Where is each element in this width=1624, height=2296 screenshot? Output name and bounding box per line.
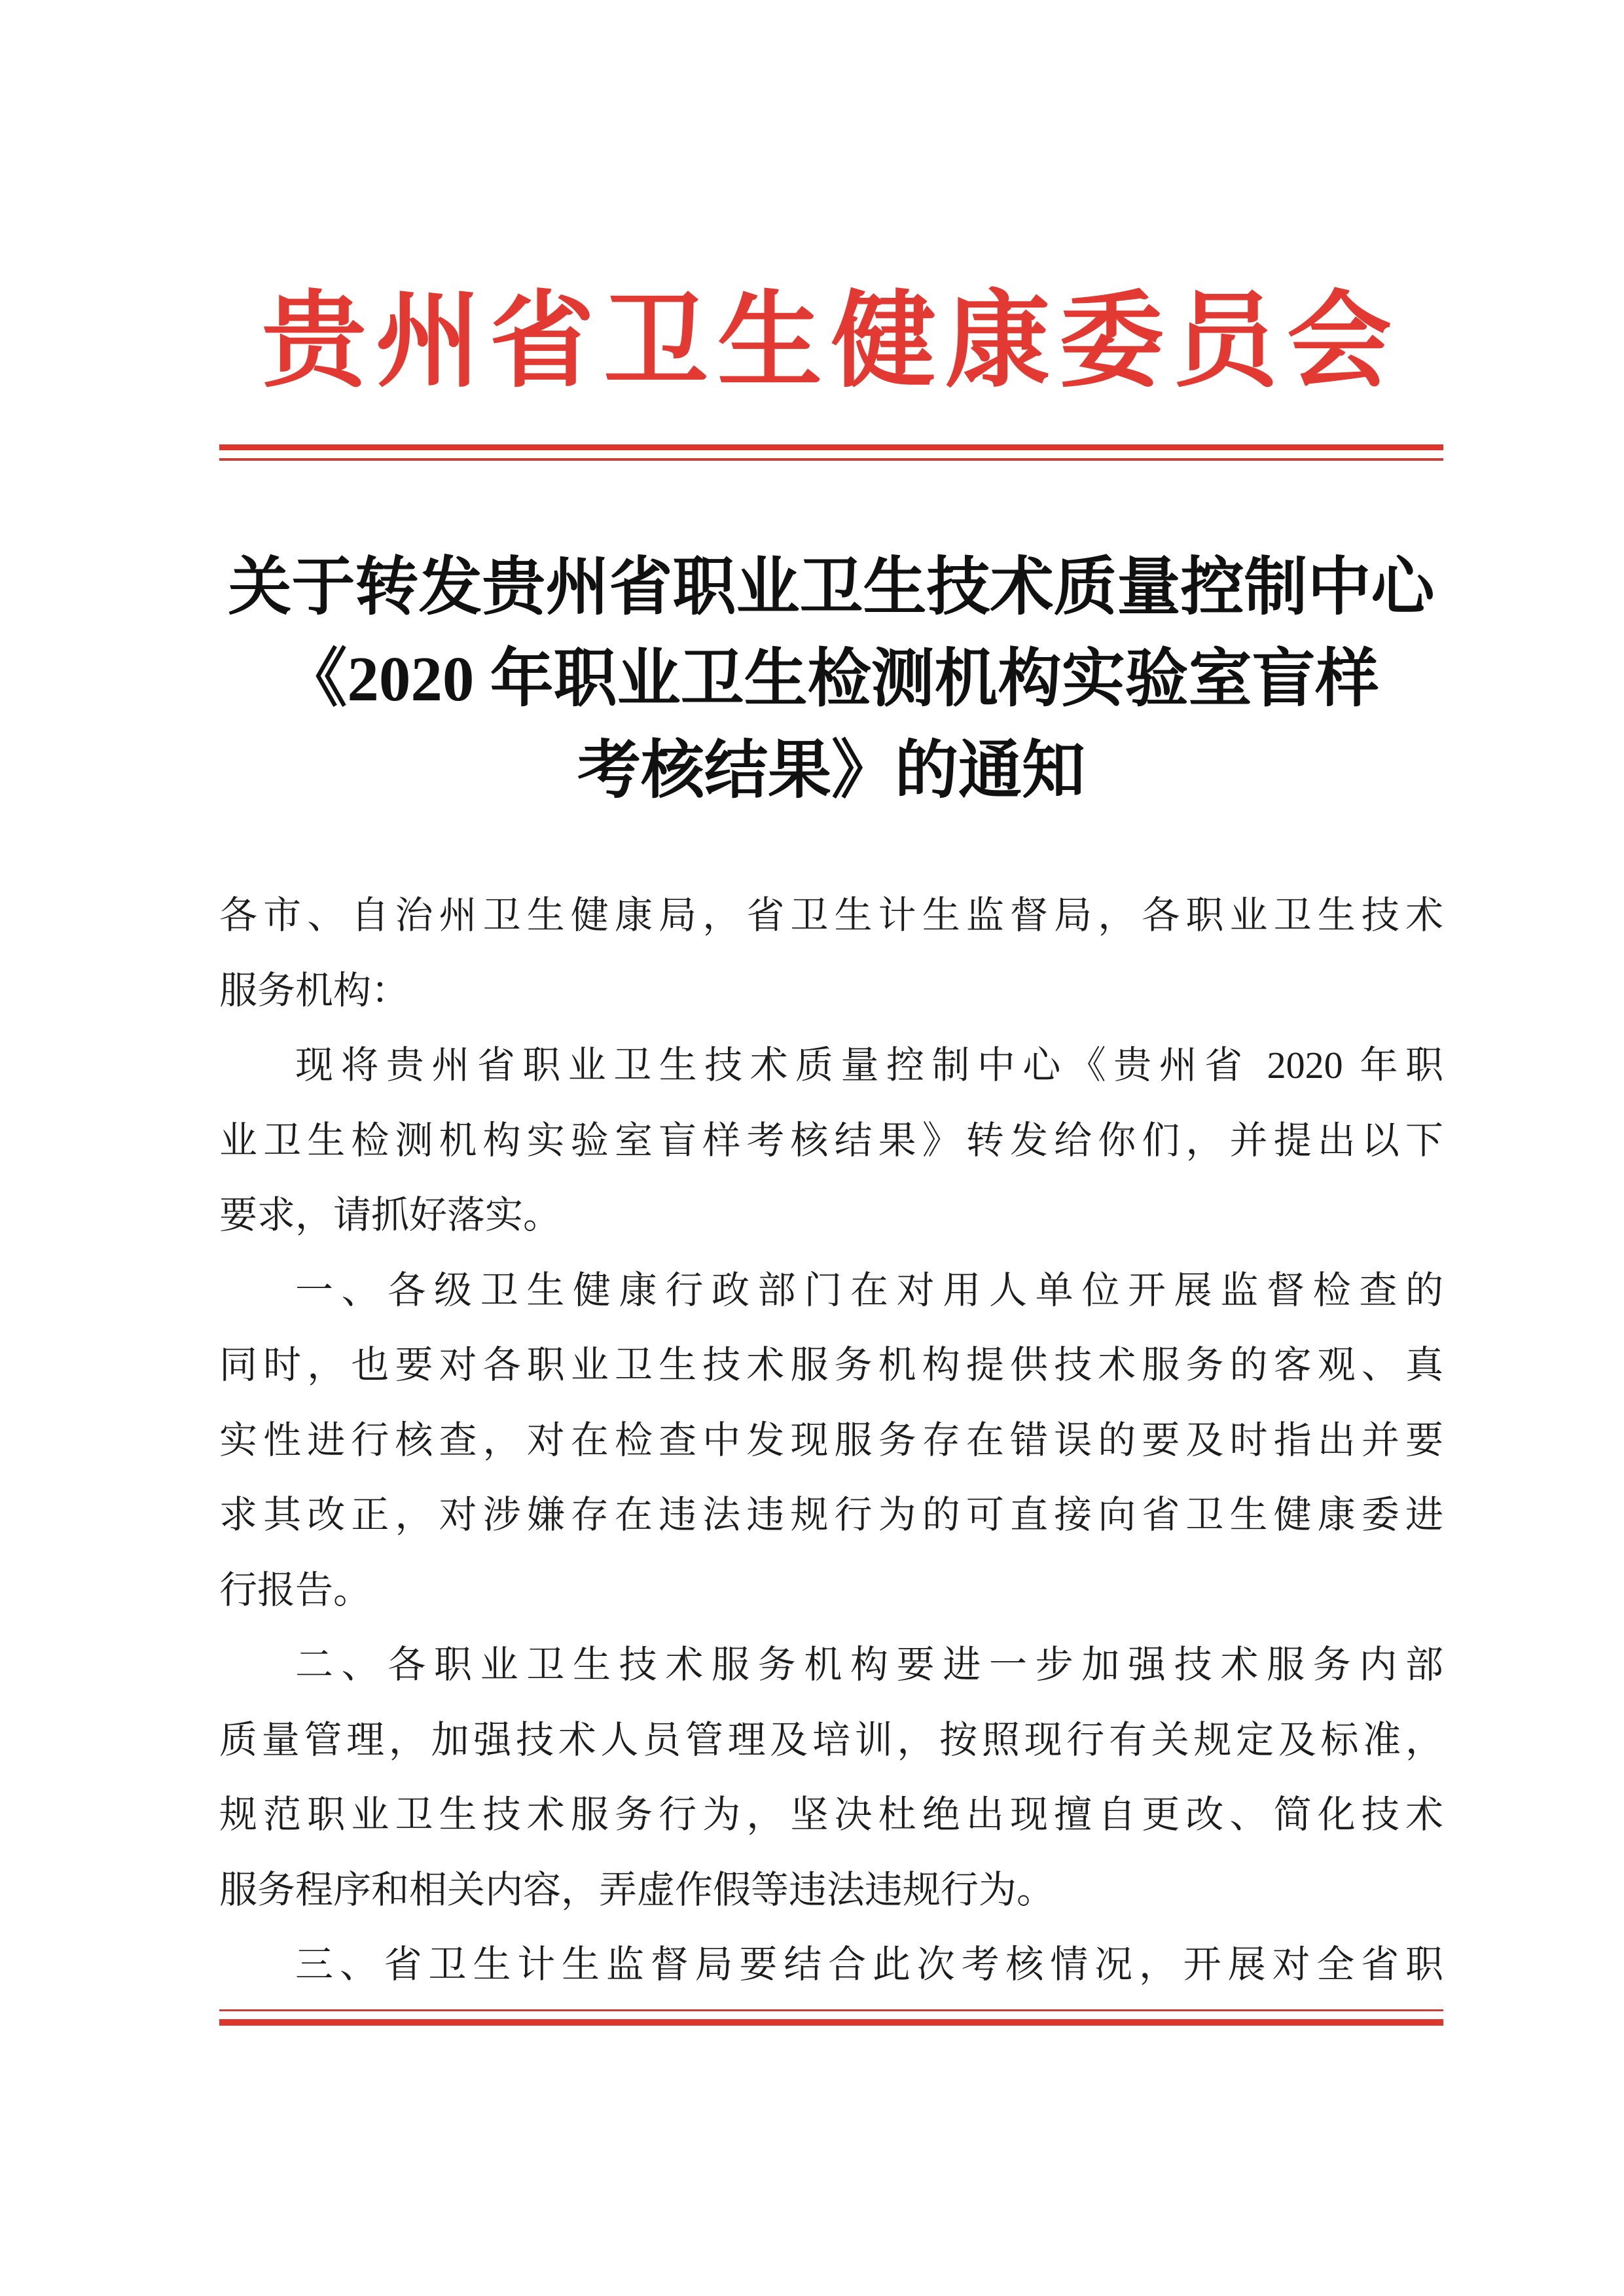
body-line-salutation-2: 服务机构： [219, 969, 410, 1012]
agency-header: 贵州省卫生健康委员会 [261, 283, 1401, 400]
body-line-item2-1: 二、各职业卫生技术服务机构要进一步加强技术服务内部 [295, 1643, 1443, 1686]
title-line-2: 《2020 年职业卫生检测机构实验室盲样 [283, 644, 1379, 714]
document-content [219, 0, 1443, 2296]
body-line-item2-2: 质量管理，加强技术人员管理及培训，按照现行有关规定及标准， [219, 1718, 1443, 1761]
body-line-item3-1: 三、省卫生计生监督局要结合此次考核情况，开展对全省职 [295, 1943, 1443, 1986]
body-line-item2-4: 服务程序和相关内容，弄虚作假等违法违规行为。 [219, 1868, 1055, 1911]
body-line-item1-5: 行报告。 [219, 1568, 372, 1611]
footer-rule-thin [219, 2009, 1443, 2011]
body-line-intro-2: 业卫生检测机构实验室盲样考核结果》转发给你们，并提出以下 [219, 1119, 1443, 1162]
title-line-3: 考核结果》的通知 [577, 736, 1085, 806]
body-line-salutation-1: 各市、自治州卫生健康局，省卫生计生监督局，各职业卫生技术 [219, 894, 1443, 937]
body-line-item1-1: 一、各级卫生健康行政部门在对用人单位开展监督检查的 [295, 1268, 1443, 1312]
body-line-item1-2: 同时，也要对各职业卫生技术服务机构提供技术服务的客观、真 [219, 1344, 1443, 1386]
footer-rule-thick [219, 2019, 1443, 2026]
body-line-item1-3: 实性进行核查，对在检查中发现服务存在错误的要及时指出并要 [219, 1418, 1443, 1462]
body-line-intro-1: 现将贵州省职业卫生技术质量控制中心《贵州省 2020 年职 [295, 1044, 1443, 1086]
header-rule-thick [219, 444, 1443, 450]
body-line-intro-3: 要求，请抓好落实。 [219, 1194, 562, 1236]
body-line-item2-3: 规范职业卫生技术服务行为，坚决杜绝出现擅自更改、简化技术 [219, 1793, 1443, 1836]
header-rule-thin [219, 458, 1443, 461]
document-body [219, 878, 1443, 2003]
title-line-1: 关于转发贵州省职业卫生技术质量控制中心 [228, 552, 1435, 622]
document-title [219, 542, 1443, 817]
body-line-item1-4: 求其改正，对涉嫌存在违法违规行为的可直接向省卫生健康委进 [219, 1494, 1443, 1536]
